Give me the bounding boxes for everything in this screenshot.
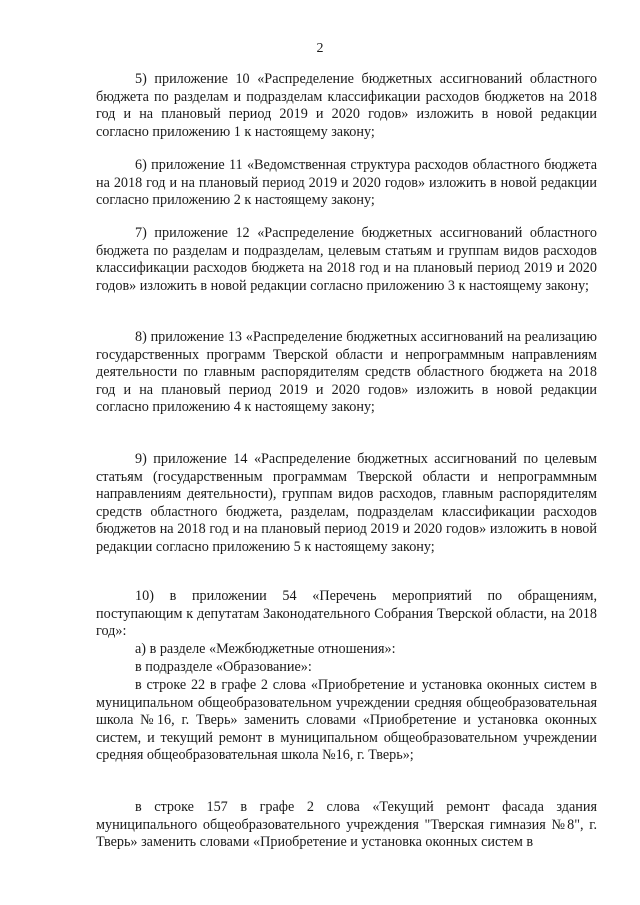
- paragraph-6: 6) приложение 11 «Ведомственная структура расходов областного бюджета на 2018 год и на плановый период 2019 и 2020 годов» изложить в новой редакции согласно приложению 2 к настоящему закону;: [96, 157, 597, 209]
- paragraph-10-row-157: в строке 157 в графе 2 слова «Текущий ремонт фасада здания муниципального общеобразовательного учреждения "Тверская гимназия №8", г. Тверь» заменить словами «Приобретение и установка оконных систем в: [96, 799, 597, 851]
- page-number: 2: [316, 41, 324, 56]
- paragraph-10-a: а) в разделе «Межбюджетные отношения»:: [135, 641, 396, 657]
- paragraph-5: 5) приложение 10 «Распределение бюджетных ассигнований областного бюджета по разделам и подразделам классификации расходов бюджетов на 2018 год и на плановый период 2019 и 2020 годов» изложить в новой редакции согласно приложению 1 к настоящему закону;: [96, 71, 597, 140]
- paragraph-8: 8) приложение 13 «Распределение бюджетных ассигнований на реализацию государственных программ Тверской области и непрограммным направлениям деятельности по главным распорядителям средств областного бюджета на 2018 год и на плановый период 2019 и 2020 годов» изложить в новой редакции согласно приложению 4 к настоящему закону;: [96, 329, 597, 416]
- paragraph-10: 10) в приложении 54 «Перечень мероприятий по обращениям, поступающим к депутатам Законодательного Собрания Тверской области, на 2018 год»:: [96, 588, 597, 640]
- paragraph-10-row-22: в строке 22 в графе 2 слова «Приобретение и установка оконных систем в муниципальном общеобразовательном учреждении средняя общеобразовательная школа №16, г. Тверь» заменить словами «Приобретение и установка оконных систем, и текущий ремонт в муниципальном общеобразовательном учреждении средняя общеобразовательная школа №16, г. Тверь»;: [96, 677, 597, 764]
- paragraph-10-subsection: в подразделе «Образование»:: [135, 659, 312, 675]
- paragraph-7: 7) приложение 12 «Распределение бюджетных ассигнований областного бюджета по разделам и подразделам, целевым статьям и группам видов расходов классификации расходов бюджета на 2018 год и на плановый период 2019 и 2020 годов» изложить в новой редакции согласно приложению 3 к настоящему закону;: [96, 225, 597, 294]
- paragraph-9: 9) приложение 14 «Распределение бюджетных ассигнований по целевым статьям (государственным программам Тверской области и непрограммным направлениям деятельности), группам видов расходов, главным распорядителям средств областного бюджета, разделам, подразделам классификации расходов бюджетов на 2018 год и на плановый период 2019 и 2020 годов» изложить в новой редакции согласно приложению 5 к настоящему закону;: [96, 451, 597, 555]
